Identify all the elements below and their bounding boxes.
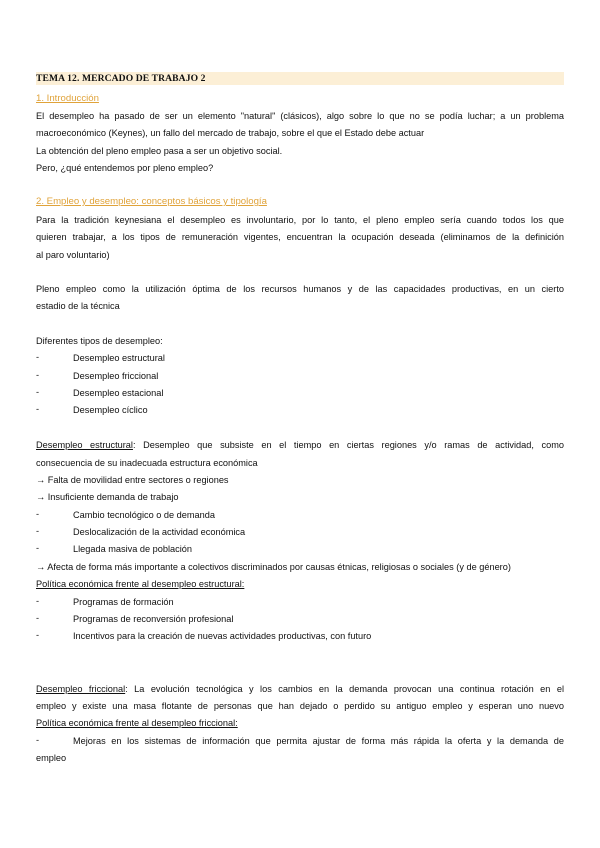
frictional-policy-title: Política económica frente al desempleo friccional: (36, 718, 238, 728)
keynes-paragraph-line-3: al paro voluntario) (36, 250, 110, 260)
type-item-structural: Desempleo estructural (73, 353, 165, 363)
structural-cause-item: Cambio tecnológico o de demanda (73, 510, 215, 520)
frictional-policy-item-line-2: empleo (36, 753, 67, 763)
intro-paragraph-2: La obtención del pleno empleo pasa a ser un objetivo social. (36, 146, 283, 156)
types-intro: Diferentes tipos de desempleo: (36, 336, 163, 346)
structural-cause-item: Llegada masiva de población (73, 544, 193, 554)
section-2-heading (36, 196, 267, 208)
structural-policy-item: Programas de reconversión profesional (73, 614, 234, 624)
structural-term: Desempleo estructural (36, 440, 133, 450)
section-1-heading (36, 93, 99, 105)
section-2-heading-text: 2. Empleo y desempleo: conceptos básicos y tipología (36, 196, 267, 207)
bullet-dash: - (36, 404, 40, 414)
frictional-policy-item-line-1: Mejoras en los sistemas de información que permita ajustar de forma más rápida la oferta y la demanda de (73, 736, 564, 746)
structural-policy-item: Programas de formación (73, 597, 174, 607)
structural-policy-title: Política económica frente al desempleo estructural: (36, 579, 245, 589)
bullet-dash: - (36, 613, 40, 623)
structural-affected-groups: → Afecta de forma más importante a colectivos discriminados por causas étnicas, religiosas o sociales (y de género) (36, 562, 511, 572)
structural-cause-item: Deslocalización de la actividad económica (73, 527, 246, 537)
document-title: TEMA 12. MERCADO DE TRABAJO 2 (36, 72, 564, 85)
full-employment-paragraph-line-1: Pleno empleo como la utilización óptima de los recursos humanos y de las capacidades productivas, en un cierto (36, 284, 564, 294)
keynes-paragraph-line-1: Para la tradición keynesiana el desempleo es involuntario, por lo tanto, el pleno empleo sería cuando todos los que (36, 215, 564, 225)
structural-definition-line-2: consecuencia de su inadecuada estructura económica (36, 458, 258, 468)
intro-question: Pero, ¿qué entendemos por pleno empleo? (36, 163, 214, 173)
bullet-dash: - (36, 370, 40, 380)
frictional-definition-text: : La evolución tecnológica y los cambios en la demanda provocan una continua rotación en el (125, 684, 564, 694)
bullet-dash: - (36, 387, 40, 397)
structural-definition-line-1 (36, 439, 564, 451)
frictional-definition-line-2: empleo y existe una masa flotante de personas que han dejado o perdido su antiguo empleo y esperan uno nuevo (36, 701, 564, 711)
structural-cause-arrow-1: → Falta de movilidad entre sectores o regiones (36, 475, 229, 485)
bullet-dash: - (36, 735, 40, 745)
intro-paragraph-line-1: El desempleo ha pasado de ser un elemento "natural" (clásicos), algo sobre lo que no se podía luchar; a un problema (36, 111, 564, 121)
keynes-paragraph-line-2: quieren trabajar, a los tipos de remuneración vigentes, encuentran la ocupación deseada (eliminamos de la definición (36, 232, 564, 242)
structural-policy-item: Incentivos para la creación de nuevas actividades productivas, con futuro (73, 631, 372, 641)
structural-cause-arrow-2: → Insuficiente demanda de trabajo (36, 492, 179, 502)
section-1-heading-text: 1. Introducción (36, 93, 99, 104)
type-item-seasonal: Desempleo estacional (73, 388, 164, 398)
bullet-dash: - (36, 509, 40, 519)
bullet-dash: - (36, 630, 40, 640)
bullet-dash: - (36, 352, 40, 362)
bullet-dash: - (36, 596, 40, 606)
bullet-dash: - (36, 526, 40, 536)
intro-paragraph-line-2: macroeconómico (Keynes), un fallo del mercado de trabajo, sobre el que el Estado debe actuar (36, 128, 425, 138)
frictional-definition-line-1 (36, 683, 564, 695)
full-employment-paragraph-line-2: estadio de la técnica (36, 301, 120, 311)
type-item-frictional: Desempleo friccional (73, 371, 159, 381)
structural-definition-text: : Desempleo que subsiste en el tiempo en ciertas regiones y/o ramas de actividad, como (132, 440, 564, 450)
frictional-term: Desempleo friccional (36, 684, 126, 694)
type-item-cyclical: Desempleo cíclico (73, 405, 148, 415)
bullet-dash: - (36, 543, 40, 553)
